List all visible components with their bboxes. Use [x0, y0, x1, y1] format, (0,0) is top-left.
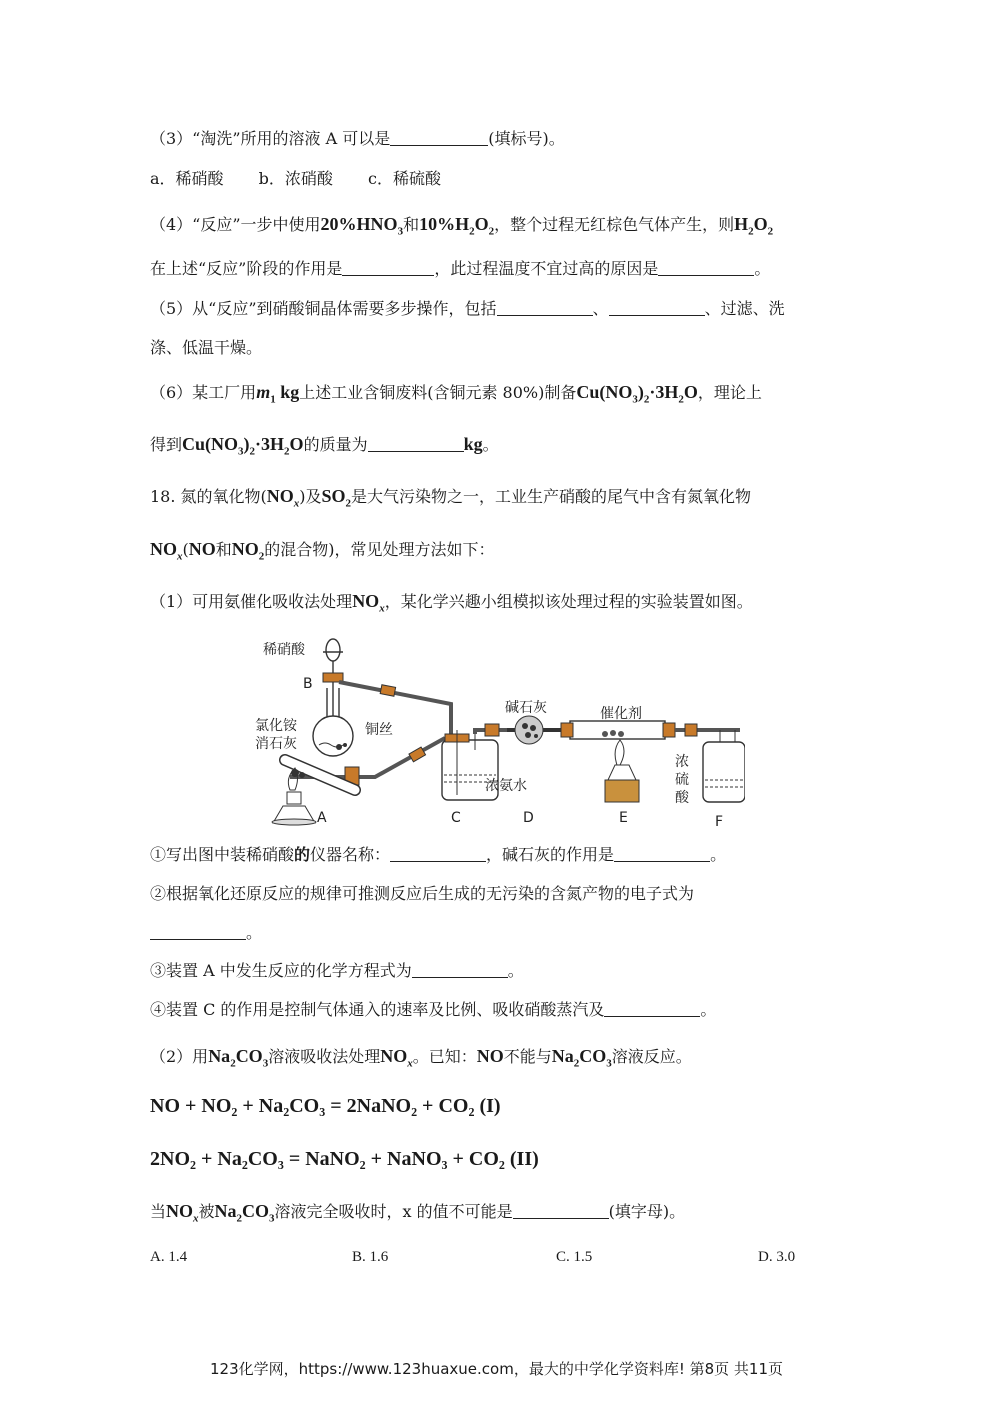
q4-text-3: 在上述“反应”阶段的作用是	[150, 259, 343, 278]
choice-a[interactable]: A. 1.4	[150, 1249, 188, 1265]
label-limestone: 消石灰	[255, 736, 297, 752]
s2-blank[interactable]	[150, 923, 246, 940]
label-a: A	[317, 810, 327, 826]
q18-2-nox: $NO_x$	[380, 1046, 413, 1070]
q18-2-line	[150, 1045, 692, 1075]
q18-2-text-2: 溶液吸收法处理	[268, 1047, 381, 1066]
q18-line1	[150, 485, 751, 515]
q4-line1	[150, 213, 773, 243]
q18-2-blank[interactable]	[513, 1202, 609, 1219]
q6-text-6: 。	[482, 435, 499, 454]
q18-no2: $NO_2$	[231, 539, 265, 563]
q5-line2	[150, 337, 262, 359]
q18-2-text-3: 。已知：	[412, 1047, 477, 1066]
s1-text-1: ①写出图中装稀硝酸	[150, 845, 295, 864]
q3-blank[interactable]	[390, 129, 488, 146]
q4-text-2: ，整个过程无红棕色气体产生，则	[494, 215, 735, 234]
q18-no: NO	[188, 539, 216, 559]
q18-2-text-1: （2）用	[150, 1047, 209, 1066]
q18-1-s3	[150, 960, 524, 982]
s3-text: ③装置 A 中发生反应的化学方程式为	[150, 961, 412, 980]
q5-text-2: 、过滤、洗	[704, 299, 785, 318]
q3-line	[150, 128, 565, 150]
equation-2: 2NO₂ + Na₂CO₃ = NaNO₂ + NaNO₃ + CO₂ (II)	[150, 1148, 539, 1170]
s1-text-4: 。	[710, 845, 727, 864]
q6-text-3: ，理论上	[697, 383, 762, 402]
q18-2-q-2: 被	[198, 1202, 215, 1221]
q4-text-1: （4）“反应”一步中使用	[150, 215, 321, 234]
label-conc: 浓	[675, 754, 689, 770]
q3-option-c: c．稀硫酸	[367, 169, 441, 188]
label-e: E	[619, 810, 628, 826]
q6-text-4: 得到	[150, 435, 183, 454]
s1-text-3: ，碱石灰的作用是	[486, 845, 615, 864]
q3-options	[150, 168, 441, 190]
q4-h2o2-pct: $10\%H_2O_2$	[419, 214, 495, 238]
s3-blank[interactable]	[412, 961, 508, 978]
q5-blank-1[interactable]	[497, 299, 593, 316]
q18-2-text-5: 溶液反应。	[611, 1047, 692, 1066]
q18-2-na2co3: $Na_2CO_3$	[208, 1046, 269, 1070]
q5-text-3: 涤、低温干燥。	[150, 338, 263, 357]
q18-1-nox: $NO_x$	[352, 591, 385, 615]
q6-line2	[150, 433, 499, 463]
q6-m1: $m_1$ kg	[256, 382, 300, 406]
q18-nox: $NO_x$	[266, 486, 300, 510]
label-c: C	[451, 810, 461, 826]
q18-1-s1	[150, 844, 726, 867]
label-acid: 酸	[675, 790, 689, 806]
s4-text: ④装置 C 的作用是控制气体通入的速率及比例、吸收硝酸蒸汽及	[150, 1000, 605, 1019]
q18-2-text-4: 不能与	[503, 1047, 552, 1066]
q4-and: 和	[403, 215, 420, 234]
label-f: F	[715, 814, 724, 830]
q18-2-q-4: (填字母)。	[608, 1202, 686, 1221]
label-nh4cl: 氯化铵	[255, 718, 297, 734]
q18-nox-2: $NO_x$	[150, 539, 183, 563]
q4-text-4: ，此过程温度不宜过高的原因是	[434, 259, 659, 278]
q18-text-1: 18. 氮的氧化物(	[150, 487, 267, 506]
q5-blank-2[interactable]	[609, 299, 705, 316]
q18-text-2: )及	[299, 487, 322, 506]
q4-h2o2: $H_2O_2$	[734, 214, 774, 238]
s2-end: 。	[246, 923, 263, 942]
q4-blank-2[interactable]	[658, 259, 754, 276]
q6-line1	[150, 381, 762, 411]
s1-text-2: 仪器名称：	[310, 845, 391, 864]
equation-1: NO + NO₂ + Na₂CO₃ = 2NaNO₂ + CO₂ (I)	[150, 1095, 501, 1117]
q6-formula-2: $Cu(NO_3)_2\cdot 3H_2O$	[182, 434, 304, 458]
q18-1-s2	[150, 883, 694, 905]
q6-text-2: 上述工业含铜废料(含铜元素 80%)制备	[299, 383, 577, 402]
q18-paren: (	[182, 540, 189, 559]
q5-sep: 、	[592, 299, 609, 318]
q18-text-4: 的混合物)，常见处理方法如下：	[264, 540, 495, 559]
label-catalyst: 催化剂	[600, 706, 642, 722]
q18-1-text-1: （1）可用氨催化吸收法处理	[150, 592, 353, 611]
q5-text-1: （5）从“反应”到硝酸铜晶体需要多步操作，包括	[150, 299, 497, 318]
s4-blank[interactable]	[604, 1000, 700, 1017]
choice-d[interactable]: D. 3.0	[758, 1249, 796, 1265]
s1-blank-2[interactable]	[614, 845, 710, 862]
q6-text-1: （6）某工厂用	[150, 383, 257, 402]
q18-2-q-1: 当	[150, 1202, 167, 1221]
q18-1-line	[150, 590, 753, 620]
q18-1-text-2: ，某化学兴趣小组模拟该处理过程的实验装置如图。	[384, 592, 753, 611]
label-conc-ammonia: 浓氨水	[485, 778, 527, 794]
s4-end: 。	[700, 1000, 717, 1019]
q6-formula: $Cu(NO_3)_2\cdot 3H_2O$	[576, 382, 698, 406]
q18-and: 和	[215, 540, 232, 559]
q6-blank[interactable]	[368, 435, 464, 452]
label-dilute-hno3: 稀硝酸	[263, 642, 305, 658]
label-sulfuric: 硫	[675, 772, 689, 788]
choice-b[interactable]: B. 1.6	[352, 1249, 389, 1265]
label-b: B	[303, 676, 313, 692]
q3-option-a: a．稀硝酸	[150, 169, 224, 188]
q4-blank-1[interactable]	[342, 259, 434, 276]
choice-c[interactable]: C. 1.5	[556, 1249, 593, 1265]
q3-option-b: b．浓硝酸	[258, 169, 333, 188]
apparatus-diagram	[245, 630, 745, 835]
page-footer: 123化学网，https://www.123huaxue.com，最大的中学化学资料库! 第8页 共11页	[209, 1360, 784, 1378]
q18-2-question	[150, 1200, 685, 1230]
label-soda-lime: 碱石灰	[505, 700, 547, 716]
q4-hno3: $20\%HNO_3$	[320, 214, 404, 238]
q5-line1	[150, 298, 785, 320]
q18-1-s4	[150, 999, 716, 1021]
s1-text-bold: 的	[294, 847, 311, 864]
q18-2-no: NO	[476, 1046, 504, 1066]
label-cu-wire: 铜丝	[365, 722, 393, 738]
s3-end: 。	[507, 961, 524, 980]
q3-text: （3）“淘洗”所用的溶液 A 可以是	[150, 129, 391, 148]
q18-1-s2b	[150, 922, 262, 944]
q18-2-q-na2co3: $Na_2CO_3$	[214, 1201, 275, 1225]
q18-2-q-nox: $NO_x$	[166, 1201, 199, 1225]
q4-text-5: 。	[754, 259, 771, 278]
q18-line2	[150, 538, 495, 568]
q18-so2: $SO_2$	[321, 486, 352, 510]
s2-text: ②根据氧化还原反应的规律可推测反应后生成的无污染的含氮产物的电子式为	[150, 884, 695, 903]
q4-line2	[150, 258, 770, 280]
q18-2-q-3: 溶液完全吸收时，x 的值不可能是	[274, 1202, 513, 1221]
s1-blank-1[interactable]	[390, 845, 486, 862]
label-d: D	[523, 810, 534, 826]
q18-text-3: 是大气污染物之一，工业生产硝酸的尾气中含有氮氧化物	[351, 487, 752, 506]
q18-2-na2co3-2: $Na_2CO_3$	[551, 1046, 612, 1070]
q6-kg: kg	[463, 434, 483, 454]
q6-text-5: 的质量为	[303, 435, 368, 454]
q3-suffix: (填标号)。	[488, 129, 565, 148]
